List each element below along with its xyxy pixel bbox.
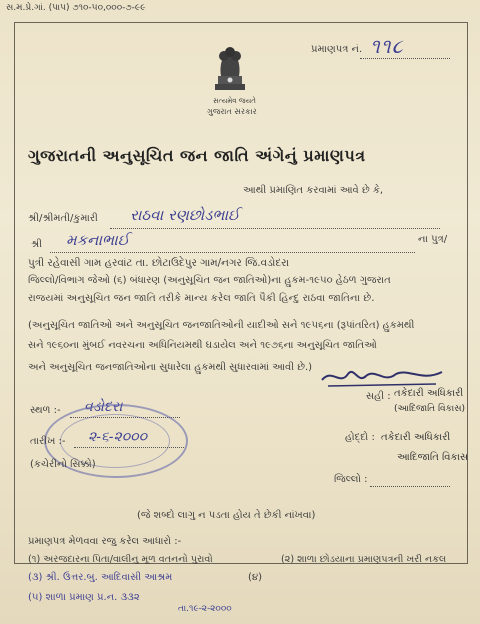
basis-item-2: (૨) શાળા છોડયાના પ્રમાણપત્રની ખરી નકલ	[281, 554, 447, 565]
signature-officer-title: તકેદારી અધિકારી	[394, 388, 464, 399]
basis-item-5-date: તા.૧૯-૨-૨૦૦૦	[178, 604, 232, 614]
basis-item-3: (૩) શ્રી. ઉત્તર.બુ. આદિવાસી આશ્રમ	[28, 572, 173, 583]
schedule-line-1: (અનુસૂચિત જાતિઓ અને અનુસૂચિત જનજાતિઓની યાદીઓ સને ૧૯૫૬ના (રૂપાંતરિત) હુકમથી	[28, 320, 415, 331]
son-of-label: ના પુત્ર/	[418, 234, 448, 245]
signature-icon	[318, 364, 448, 390]
strike-out-note: (જે શબ્દો લાગુ ન પડતા હોય તે છેકી નાંખવા)	[137, 510, 316, 521]
designation-value: તકેદારી અધિકારી	[381, 432, 451, 443]
basis-item-5: (૫) શાળા પ્રમાણ પ્ર.ન. ૩૩૨	[28, 592, 140, 603]
order-line: જિલ્લો/વિભાગ જેઓ (૬) બંધારણ (અનુસૂચિત જન જાતિઓ)ના હુકમ-૧૯૫૦ હેઠળ ગુજરાત	[28, 275, 391, 286]
emblem-motto: સત્યમેવ જયતે	[213, 97, 256, 105]
designation-department: આદિજાતિ વિકાસ	[397, 452, 469, 463]
father-label: શ્રી	[31, 239, 43, 250]
basis-item-4: (૪)	[248, 572, 263, 583]
district-label: જિલ્લો :	[334, 474, 368, 485]
date-value: ૨-૬-૨૦૦૦	[88, 429, 148, 445]
certificate-number-label: પ્રમાણપત્ર નં.	[311, 44, 363, 55]
print-reference: સ.મ.પ્રે.ગાં. (પાપ) ૭૧૦-૫૦,૦૦૦-૭-૯૯	[6, 3, 146, 13]
certificate-title: ગુજરાતની અનુસૂચિત જન જાતિ અંગેનું પ્રમાણપત્ર	[28, 146, 366, 165]
basis-item-1: (૧) અરજદારના પિતા/વાલીનુ મૂળ વતનનો પુરાવો	[28, 554, 213, 565]
signature-department: (આદિજાતિ વિકાસ)	[394, 404, 466, 414]
schedule-line-3: અને અનુસૂચિત જનજાતિઓના સુધારેલા હુકમથી સુધારવામાં આવી છે.)	[28, 362, 313, 373]
residence-line: પુત્રી રહેવાસી ગામ હરવાંટ તા. છોટાઉદેપુર ગામ/નગર જિ.વડોદરા	[28, 257, 290, 269]
certify-text: આથી પ્રમાણિત કરવામાં આવે છે કે,	[243, 185, 384, 196]
office-seal-label: (કચેરીનો સિક્કો)	[30, 459, 96, 470]
designation-label: હોદ્દો :	[345, 432, 375, 443]
place-label: સ્થળ :-	[30, 405, 61, 416]
schedule-line-2: સને ૧૯૬૦ના મુંબઈ નવરચના અધિનિયમથી ઘડાયેલ અને ૧૯૭૬ના અનુસૂચિત જાતિઓ	[28, 340, 377, 351]
basis-heading: પ્રમાણપત્ર મેળવવા રજુ કરેલ આધારો :-	[28, 536, 182, 547]
national-emblem-icon	[207, 40, 253, 96]
place-value: વડોદરા	[84, 399, 123, 415]
signature-label: સહી :	[366, 391, 391, 402]
applicant-name: રાઠવા રણછોડભાઈ	[130, 206, 240, 224]
certificate-number-value: ૧૧૮	[370, 34, 404, 58]
tribe-line: રાજયમાં અનુસૂચિત જન જાતિ તરીકે માન્ય કરેલ જાતિ પૈકી હિન્દુ રાઠવા જાતિના છે.	[28, 293, 375, 304]
date-label: તારીખ :-	[30, 436, 66, 447]
emblem-caption-government: ગુજરાત સરકાર	[207, 107, 257, 116]
father-name: મકનાભાઈ	[66, 231, 130, 249]
name-label: શ્રી/શ્રીમતી/કુમારી	[28, 213, 98, 224]
